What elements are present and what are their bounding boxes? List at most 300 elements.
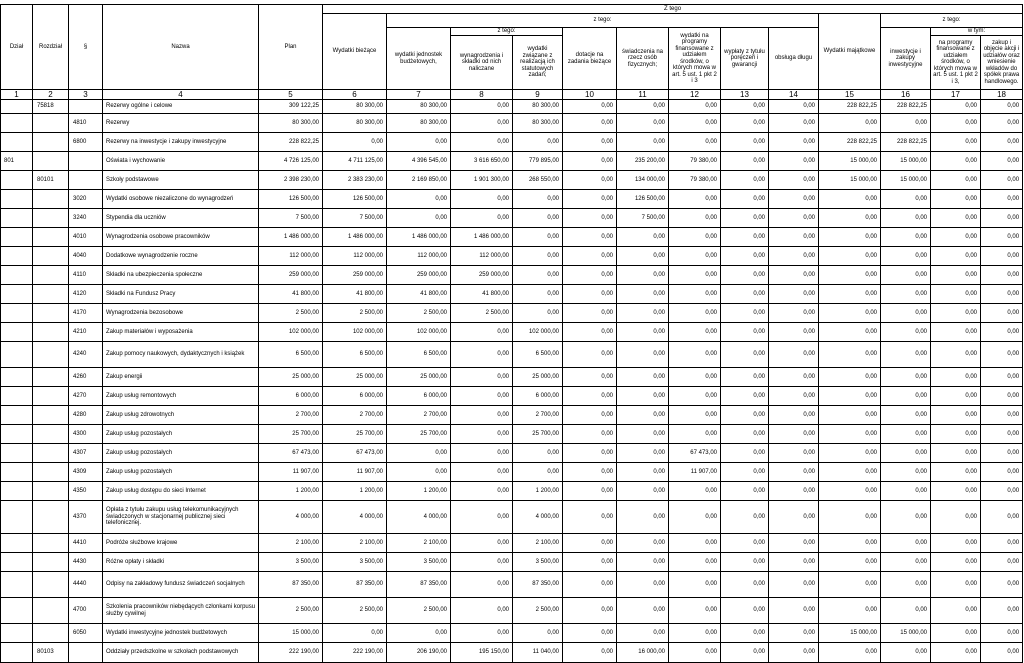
cell-value: 25 000,00 xyxy=(323,368,387,387)
cell-paragraf xyxy=(69,171,103,190)
cell-value: 0,00 xyxy=(881,406,931,425)
cell-value: 0,00 xyxy=(721,368,769,387)
cell-paragraf: 4120 xyxy=(69,285,103,304)
cell-value: 2 500,00 xyxy=(387,598,451,624)
cell-value: 0,00 xyxy=(981,624,1023,643)
cell-value: 0,00 xyxy=(881,368,931,387)
cell-value: 0,00 xyxy=(769,342,819,368)
cell-value: 0,00 xyxy=(981,643,1023,663)
cell-value: 0,00 xyxy=(617,304,669,323)
cell-value: 0,00 xyxy=(931,285,981,304)
header-rozdzial: Rozdział xyxy=(33,5,69,90)
cell-value: 0,00 xyxy=(617,100,669,114)
cell-value: 0,00 xyxy=(931,643,981,663)
cell-value: 0,00 xyxy=(819,482,881,501)
cell-value: 3 500,00 xyxy=(513,553,563,572)
column-number: 15 xyxy=(819,90,881,100)
cell-value: 0,00 xyxy=(563,368,617,387)
cell-value: 0,00 xyxy=(721,247,769,266)
cell-value: 0,00 xyxy=(563,342,617,368)
cell-value: 0,00 xyxy=(769,190,819,209)
cell-value: 0,00 xyxy=(513,444,563,463)
cell-dzial xyxy=(1,133,33,152)
cell-value: 2 500,00 xyxy=(259,598,323,624)
cell-value: 0,00 xyxy=(931,114,981,133)
cell-value: 228 822,25 xyxy=(881,133,931,152)
cell-value: 0,00 xyxy=(769,501,819,534)
cell-value: 0,00 xyxy=(931,171,981,190)
cell-value: 6 500,00 xyxy=(323,342,387,368)
cell-value: 0,00 xyxy=(563,624,617,643)
table-row xyxy=(1,171,1023,190)
header-obsluga-dlugu: obsługa długu xyxy=(769,28,819,90)
cell-value: 0,00 xyxy=(563,598,617,624)
cell-value: 0,00 xyxy=(617,598,669,624)
cell-value: 6 500,00 xyxy=(513,342,563,368)
cell-value: 0,00 xyxy=(563,133,617,152)
cell-value: 2 500,00 xyxy=(513,598,563,624)
cell-value: 87 350,00 xyxy=(323,572,387,598)
cell-value: 0,00 xyxy=(881,425,931,444)
cell-paragraf xyxy=(69,643,103,663)
cell-value: 0,00 xyxy=(721,501,769,534)
cell-value: 0,00 xyxy=(931,572,981,598)
cell-value: 0,00 xyxy=(669,534,721,553)
cell-value: 2 500,00 xyxy=(451,304,513,323)
header-wydatki-programy: wydatki na programy finansowane z udziałem środków, o których mowa w art. 5 ust. 1 pkt 2 i 3 xyxy=(669,28,721,90)
cell-value: 25 000,00 xyxy=(387,368,451,387)
cell-paragraf: 4430 xyxy=(69,553,103,572)
cell-value: 0,00 xyxy=(669,100,721,114)
cell-value: 15 000,00 xyxy=(819,171,881,190)
cell-value: 11 907,00 xyxy=(669,463,721,482)
cell-dzial xyxy=(1,100,33,114)
cell-value: 16 000,00 xyxy=(617,643,669,663)
cell-value: 0,00 xyxy=(881,534,931,553)
cell-value: 0,00 xyxy=(769,387,819,406)
cell-value: 0,00 xyxy=(451,444,513,463)
cell-value: 0,00 xyxy=(931,553,981,572)
cell-value: 0,00 xyxy=(769,266,819,285)
cell-rozdzial xyxy=(33,368,69,387)
cell-value: 67 473,00 xyxy=(259,444,323,463)
cell-value: 0,00 xyxy=(819,598,881,624)
cell-value: 0,00 xyxy=(981,406,1023,425)
cell-value: 0,00 xyxy=(669,114,721,133)
cell-value: 0,00 xyxy=(721,553,769,572)
cell-value: 0,00 xyxy=(563,114,617,133)
cell-value: 0,00 xyxy=(617,114,669,133)
cell-value: 0,00 xyxy=(721,643,769,663)
cell-value: 0,00 xyxy=(617,624,669,643)
table-row xyxy=(1,624,1023,643)
header-wydatki-zwiazane: wydatki związane z realizacją ich statutowych zadań; xyxy=(513,36,563,90)
cell-value: 0,00 xyxy=(819,368,881,387)
cell-value: 0,00 xyxy=(769,572,819,598)
cell-value: 0,00 xyxy=(931,368,981,387)
cell-paragraf: 4210 xyxy=(69,323,103,342)
cell-value: 11 907,00 xyxy=(259,463,323,482)
cell-value: 0,00 xyxy=(819,209,881,228)
cell-dzial xyxy=(1,342,33,368)
cell-value: 0,00 xyxy=(819,463,881,482)
column-number: 10 xyxy=(563,90,617,100)
column-number: 4 xyxy=(103,90,259,100)
cell-value: 0,00 xyxy=(513,266,563,285)
cell-nazwa: Wydatki osobowe niezaliczone do wynagrodzeń xyxy=(103,190,259,209)
cell-paragraf xyxy=(69,152,103,171)
cell-dzial xyxy=(1,444,33,463)
cell-paragraf: 4110 xyxy=(69,266,103,285)
table-row xyxy=(1,266,1023,285)
cell-value: 0,00 xyxy=(981,572,1023,598)
cell-value: 0,00 xyxy=(721,598,769,624)
cell-value: 0,00 xyxy=(721,209,769,228)
cell-value: 0,00 xyxy=(981,171,1023,190)
cell-value: 0,00 xyxy=(617,228,669,247)
cell-value: 15 000,00 xyxy=(259,624,323,643)
column-number: 11 xyxy=(617,90,669,100)
cell-value: 0,00 xyxy=(563,387,617,406)
cell-value: 0,00 xyxy=(981,534,1023,553)
cell-value: 0,00 xyxy=(617,482,669,501)
cell-value: 11 907,00 xyxy=(323,463,387,482)
cell-value: 0,00 xyxy=(451,463,513,482)
cell-paragraf: 4260 xyxy=(69,368,103,387)
cell-value: 102 000,00 xyxy=(259,323,323,342)
cell-dzial xyxy=(1,247,33,266)
cell-value: 0,00 xyxy=(387,209,451,228)
cell-paragraf: 3020 xyxy=(69,190,103,209)
cell-rozdzial xyxy=(33,342,69,368)
header-zakup-akcji: zakup i objęcie akcji i udziałów oraz wniesienie wkładów do spółek prawa handlowego. xyxy=(981,36,1023,90)
cell-value: 0,00 xyxy=(819,406,881,425)
cell-value: 2 500,00 xyxy=(323,598,387,624)
cell-value: 0,00 xyxy=(513,247,563,266)
cell-value: 0,00 xyxy=(881,553,931,572)
column-number: 6 xyxy=(323,90,387,100)
cell-paragraf: 6800 xyxy=(69,133,103,152)
header-z-tego-jednostek: z tego: xyxy=(451,28,563,36)
cell-value: 0,00 xyxy=(563,482,617,501)
cell-value: 0,00 xyxy=(931,406,981,425)
cell-value: 15 000,00 xyxy=(881,152,931,171)
cell-value: 259 000,00 xyxy=(259,266,323,285)
cell-nazwa: Szkoły podstawowe xyxy=(103,171,259,190)
cell-value: 0,00 xyxy=(819,323,881,342)
cell-value: 0,00 xyxy=(769,133,819,152)
cell-value: 0,00 xyxy=(931,387,981,406)
cell-value: 0,00 xyxy=(451,534,513,553)
cell-value: 0,00 xyxy=(617,323,669,342)
cell-value: 25 000,00 xyxy=(513,368,563,387)
cell-value: 0,00 xyxy=(981,323,1023,342)
table-row xyxy=(1,553,1023,572)
table-row xyxy=(1,482,1023,501)
cell-value: 0,00 xyxy=(563,425,617,444)
cell-value: 0,00 xyxy=(819,342,881,368)
cell-value: 0,00 xyxy=(931,482,981,501)
cell-value: 0,00 xyxy=(819,444,881,463)
cell-value: 0,00 xyxy=(563,553,617,572)
cell-nazwa: Rezerwy xyxy=(103,114,259,133)
cell-rozdzial xyxy=(33,534,69,553)
cell-value: 0,00 xyxy=(617,572,669,598)
cell-rozdzial xyxy=(33,266,69,285)
cell-nazwa: Różne opłaty i składki xyxy=(103,553,259,572)
cell-value: 0,00 xyxy=(451,553,513,572)
cell-value: 228 822,25 xyxy=(819,133,881,152)
cell-rozdzial xyxy=(33,323,69,342)
cell-value: 126 500,00 xyxy=(323,190,387,209)
cell-value: 0,00 xyxy=(881,342,931,368)
cell-value: 0,00 xyxy=(451,387,513,406)
cell-value: 67 473,00 xyxy=(323,444,387,463)
cell-value: 0,00 xyxy=(563,266,617,285)
cell-value: 0,00 xyxy=(981,247,1023,266)
cell-rozdzial xyxy=(33,285,69,304)
cell-value: 0,00 xyxy=(669,387,721,406)
cell-value: 112 000,00 xyxy=(323,247,387,266)
cell-value: 0,00 xyxy=(387,133,451,152)
table-row xyxy=(1,190,1023,209)
cell-value: 0,00 xyxy=(563,572,617,598)
cell-value: 0,00 xyxy=(931,598,981,624)
cell-nazwa: Zakup usług pozostałych xyxy=(103,425,259,444)
cell-nazwa: Zakup usług dostępu do sieci Internet xyxy=(103,482,259,501)
cell-nazwa: Zakup pomocy naukowych, dydaktycznych i książek xyxy=(103,342,259,368)
cell-value: 309 122,25 xyxy=(259,100,323,114)
cell-value: 41 800,00 xyxy=(451,285,513,304)
cell-value: 7 500,00 xyxy=(617,209,669,228)
cell-value: 80 300,00 xyxy=(323,100,387,114)
cell-nazwa: Zakup materiałów i wyposażenia xyxy=(103,323,259,342)
cell-rozdzial: 80101 xyxy=(33,171,69,190)
cell-value: 0,00 xyxy=(981,133,1023,152)
cell-value: 0,00 xyxy=(563,534,617,553)
cell-value: 1 200,00 xyxy=(323,482,387,501)
cell-value: 6 500,00 xyxy=(387,342,451,368)
cell-nazwa: Rezerwy na inwestycje i zakupy inwestycyjne xyxy=(103,133,259,152)
cell-value: 3 500,00 xyxy=(259,553,323,572)
cell-value: 0,00 xyxy=(617,501,669,534)
table-row xyxy=(1,572,1023,598)
cell-value: 0,00 xyxy=(981,553,1023,572)
cell-value: 0,00 xyxy=(819,425,881,444)
cell-value: 0,00 xyxy=(769,304,819,323)
cell-value: 25 000,00 xyxy=(259,368,323,387)
cell-value: 0,00 xyxy=(669,323,721,342)
cell-value: 0,00 xyxy=(513,624,563,643)
cell-value: 87 350,00 xyxy=(513,572,563,598)
table-header xyxy=(1,5,1023,100)
cell-value: 1 486 000,00 xyxy=(451,228,513,247)
cell-dzial xyxy=(1,482,33,501)
cell-value: 1 486 000,00 xyxy=(323,228,387,247)
cell-value: 0,00 xyxy=(563,171,617,190)
cell-value: 0,00 xyxy=(931,100,981,114)
table-row xyxy=(1,406,1023,425)
column-number: 2 xyxy=(33,90,69,100)
cell-value: 126 500,00 xyxy=(259,190,323,209)
cell-value: 0,00 xyxy=(769,209,819,228)
cell-value: 0,00 xyxy=(451,114,513,133)
cell-value: 195 150,00 xyxy=(451,643,513,663)
cell-paragraf: 4810 xyxy=(69,114,103,133)
cell-value: 0,00 xyxy=(669,643,721,663)
cell-value: 0,00 xyxy=(769,643,819,663)
cell-value: 0,00 xyxy=(981,598,1023,624)
cell-value: 0,00 xyxy=(451,425,513,444)
cell-value: 228 822,25 xyxy=(259,133,323,152)
cell-value: 0,00 xyxy=(931,463,981,482)
cell-value: 102 000,00 xyxy=(387,323,451,342)
cell-nazwa: Wynagrodzenia bezosobowe xyxy=(103,304,259,323)
cell-value: 0,00 xyxy=(721,482,769,501)
cell-value: 0,00 xyxy=(931,266,981,285)
cell-value: 0,00 xyxy=(617,406,669,425)
cell-value: 2 700,00 xyxy=(513,406,563,425)
cell-value: 0,00 xyxy=(881,387,931,406)
table-row xyxy=(1,463,1023,482)
cell-dzial xyxy=(1,534,33,553)
cell-value: 0,00 xyxy=(769,406,819,425)
cell-dzial xyxy=(1,425,33,444)
column-number-row xyxy=(1,90,1023,100)
cell-value: 2 100,00 xyxy=(323,534,387,553)
cell-value: 0,00 xyxy=(563,406,617,425)
cell-nazwa: Opłata z tytułu zakupu usług telekomunikacyjnych świadczonych w stacjonarnej publicznej sieci telefonicznej. xyxy=(103,501,259,534)
cell-value: 0,00 xyxy=(617,342,669,368)
cell-dzial xyxy=(1,553,33,572)
cell-dzial xyxy=(1,572,33,598)
cell-nazwa: Składki na Fundusz Pracy xyxy=(103,285,259,304)
cell-value: 0,00 xyxy=(819,247,881,266)
cell-dzial xyxy=(1,501,33,534)
cell-value: 6 000,00 xyxy=(513,387,563,406)
cell-value: 0,00 xyxy=(669,501,721,534)
header-wydatki-jednostek: wydatki jednostek budżetowych, xyxy=(387,28,451,90)
cell-rozdzial xyxy=(33,463,69,482)
cell-value: 0,00 xyxy=(451,190,513,209)
cell-value: 2 500,00 xyxy=(259,304,323,323)
cell-value: 0,00 xyxy=(881,285,931,304)
column-number: 8 xyxy=(451,90,513,100)
cell-nazwa: Składki na ubezpieczenia społeczne xyxy=(103,266,259,285)
cell-nazwa: Wynagrodzenia osobowe pracowników xyxy=(103,228,259,247)
cell-value: 4 000,00 xyxy=(387,501,451,534)
cell-value: 80 300,00 xyxy=(259,114,323,133)
cell-value: 0,00 xyxy=(769,114,819,133)
cell-dzial: 801 xyxy=(1,152,33,171)
cell-value: 0,00 xyxy=(669,133,721,152)
header-z-tego-biezace: z tego: xyxy=(387,14,819,28)
cell-value: 0,00 xyxy=(881,114,931,133)
cell-value: 134 000,00 xyxy=(617,171,669,190)
cell-value: 0,00 xyxy=(881,482,931,501)
cell-value: 41 800,00 xyxy=(259,285,323,304)
header-dzial: Dział xyxy=(1,5,33,90)
header-inwestycje: inwestycje i zakupy inwestycyjne xyxy=(881,28,931,90)
cell-value: 2 383 230,00 xyxy=(323,171,387,190)
cell-value: 6 000,00 xyxy=(387,387,451,406)
cell-value: 41 800,00 xyxy=(323,285,387,304)
cell-value: 11 040,00 xyxy=(513,643,563,663)
cell-value: 0,00 xyxy=(819,266,881,285)
cell-value: 4 000,00 xyxy=(323,501,387,534)
column-number: 7 xyxy=(387,90,451,100)
cell-nazwa: Zakup usług zdrowotnych xyxy=(103,406,259,425)
cell-value: 0,00 xyxy=(721,228,769,247)
cell-value: 0,00 xyxy=(769,247,819,266)
cell-value: 0,00 xyxy=(563,323,617,342)
cell-rozdzial: 75818 xyxy=(33,100,69,114)
cell-value: 0,00 xyxy=(451,368,513,387)
cell-value: 0,00 xyxy=(563,463,617,482)
cell-value: 102 000,00 xyxy=(323,323,387,342)
cell-value: 0,00 xyxy=(563,643,617,663)
cell-value: 0,00 xyxy=(451,133,513,152)
cell-value: 0,00 xyxy=(931,152,981,171)
cell-value: 0,00 xyxy=(981,190,1023,209)
cell-value: 222 190,00 xyxy=(323,643,387,663)
cell-rozdzial xyxy=(33,304,69,323)
cell-value: 7 500,00 xyxy=(259,209,323,228)
cell-value: 0,00 xyxy=(669,598,721,624)
cell-value: 0,00 xyxy=(981,209,1023,228)
cell-value: 112 000,00 xyxy=(387,247,451,266)
column-number: 9 xyxy=(513,90,563,100)
cell-value: 779 895,00 xyxy=(513,152,563,171)
cell-value: 0,00 xyxy=(721,133,769,152)
cell-value: 0,00 xyxy=(931,190,981,209)
cell-value: 3 500,00 xyxy=(387,553,451,572)
cell-nazwa: Zakup usług remontowych xyxy=(103,387,259,406)
cell-dzial xyxy=(1,228,33,247)
cell-value: 0,00 xyxy=(669,406,721,425)
cell-value: 1 200,00 xyxy=(387,482,451,501)
column-number: 3 xyxy=(69,90,103,100)
cell-value: 0,00 xyxy=(387,463,451,482)
cell-value: 0,00 xyxy=(617,368,669,387)
cell-value: 0,00 xyxy=(769,482,819,501)
cell-value: 0,00 xyxy=(981,266,1023,285)
cell-value: 0,00 xyxy=(819,501,881,534)
table-row xyxy=(1,444,1023,463)
cell-value: 0,00 xyxy=(931,425,981,444)
cell-value: 0,00 xyxy=(881,501,931,534)
cell-value: 259 000,00 xyxy=(387,266,451,285)
cell-value: 0,00 xyxy=(981,501,1023,534)
cell-value: 0,00 xyxy=(931,228,981,247)
cell-value: 0,00 xyxy=(981,228,1023,247)
cell-value: 0,00 xyxy=(721,114,769,133)
cell-value: 0,00 xyxy=(669,266,721,285)
cell-nazwa: Wydatki inwestycyjne jednostek budżetowych xyxy=(103,624,259,643)
cell-value: 0,00 xyxy=(881,463,931,482)
cell-value: 0,00 xyxy=(881,209,931,228)
cell-value: 0,00 xyxy=(513,190,563,209)
cell-dzial xyxy=(1,266,33,285)
cell-value: 0,00 xyxy=(563,209,617,228)
cell-rozdzial xyxy=(33,152,69,171)
cell-value: 0,00 xyxy=(669,624,721,643)
cell-value: 0,00 xyxy=(617,247,669,266)
cell-value: 126 500,00 xyxy=(617,190,669,209)
cell-value: 0,00 xyxy=(513,285,563,304)
cell-value: 2 100,00 xyxy=(259,534,323,553)
cell-value: 0,00 xyxy=(513,304,563,323)
